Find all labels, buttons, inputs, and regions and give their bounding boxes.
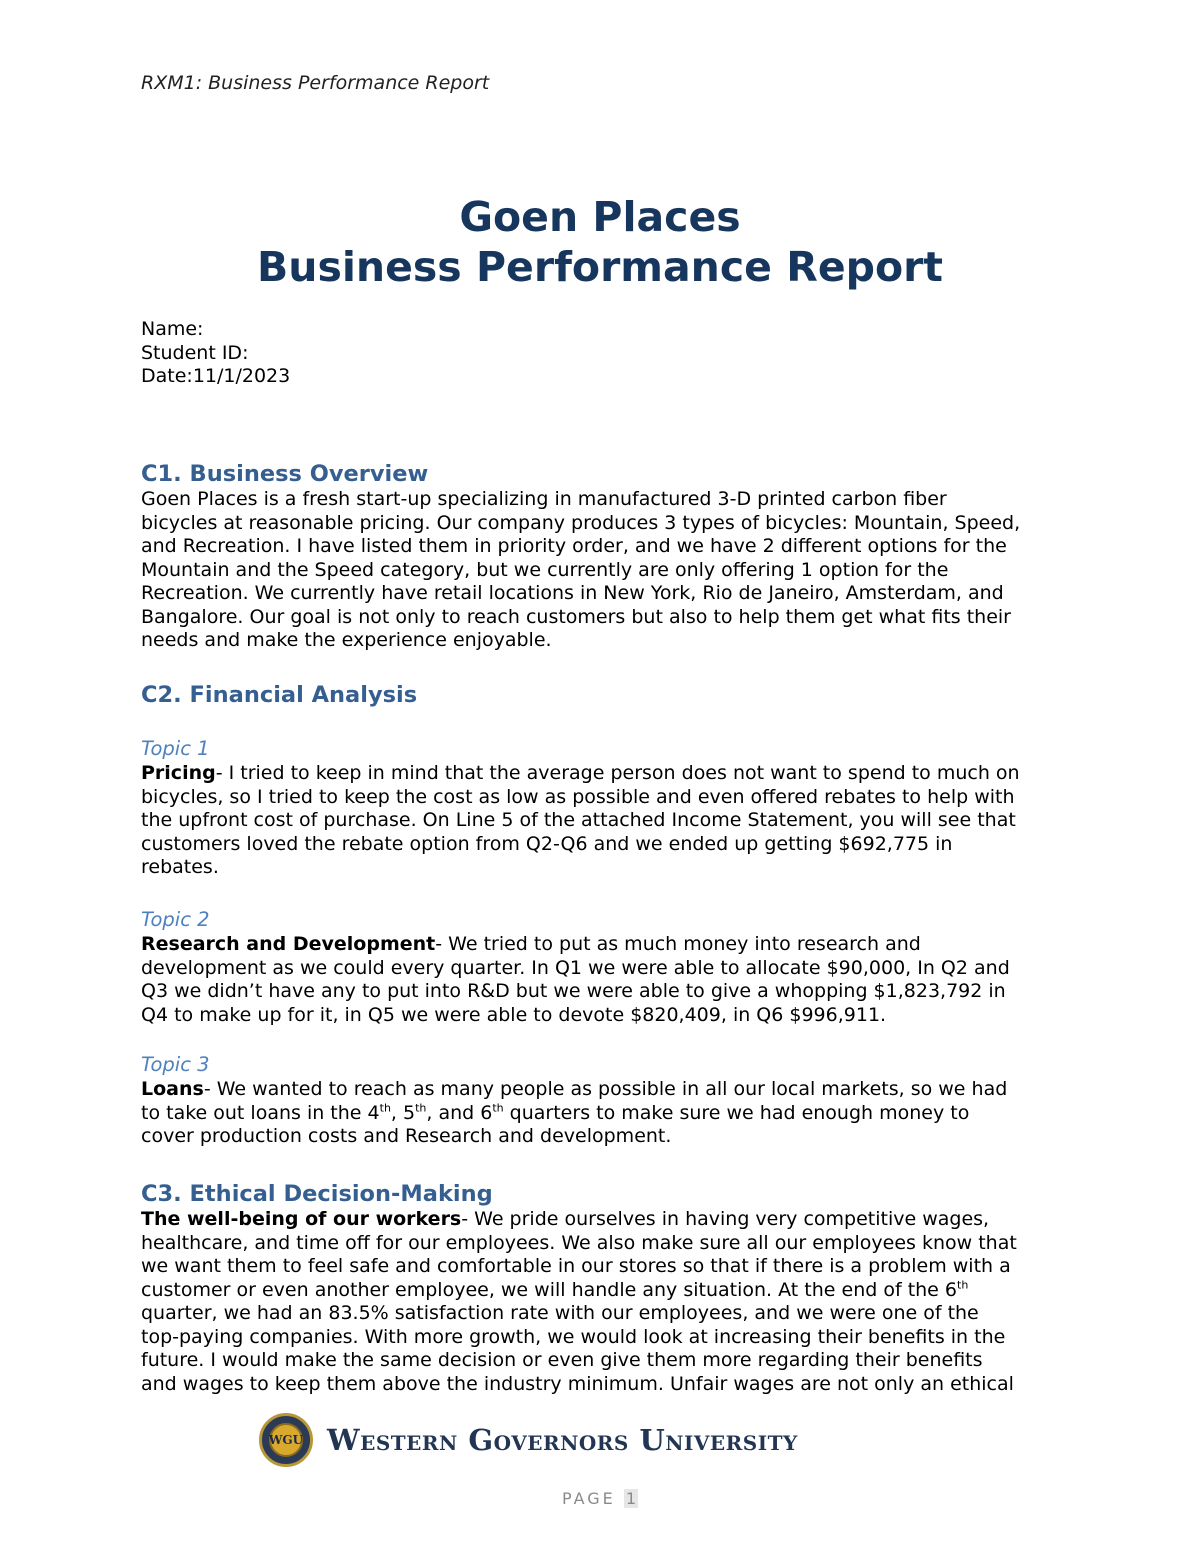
topic-1-line: the upfront cost of purchase. On Line 5 of the attached Income Statement, you will see that xyxy=(141,809,1016,831)
topic-2-lead: Research and Development xyxy=(141,933,436,955)
wgu-logo xyxy=(259,1410,909,1470)
c3-line: we want them to feel safe and comfortable in our stores so that if there is a problem with a xyxy=(141,1255,1011,1277)
heading-c2: C2. Financial Analysis xyxy=(141,682,418,708)
c1-line: Mountain and the Speed category, but we currently are only offering 1 option for the xyxy=(141,558,949,581)
c3-line: healthcare, and time off for our employees. We also make sure all our employees know that xyxy=(141,1231,1017,1254)
name-field: Name: xyxy=(141,318,204,340)
seal-monogram: WGU xyxy=(269,1423,303,1457)
topic-3-label: Topic 3 xyxy=(141,1053,210,1076)
topic-1-label: Topic 1 xyxy=(141,737,210,760)
running-header: RXM1: Business Performance Report xyxy=(141,72,490,94)
c1-line: needs and make the experience enjoyable. xyxy=(141,629,552,651)
topic-3-text: , and 6 xyxy=(426,1101,493,1124)
topic-3-text: , 5 xyxy=(390,1101,416,1124)
student-id-field: Student ID: xyxy=(141,341,249,364)
topic-2-first-line: - We tried to put as much money into research and xyxy=(435,933,921,955)
c1-line: and Recreation. I have listed them in priority order, and we have 2 different options for the xyxy=(141,535,1007,557)
heading-c1: C1. Business Overview xyxy=(141,461,429,487)
page-number-value: 1 xyxy=(625,1489,637,1508)
c1-line: bicycles at reasonable pricing. Our company produces 3 types of bicycles: Mountain, Speed, xyxy=(141,511,1021,534)
c1-line: Recreation. We currently have retail locations in New York, Rio de Janeiro, Amsterdam, and xyxy=(141,582,1004,604)
ordinal-suffix: th xyxy=(957,1278,969,1292)
c3-paragraph xyxy=(141,1208,1076,1396)
topic-2-line: Q4 to make up for it, in Q5 we were able to devote $820,409, in Q6 $996,911. xyxy=(141,1003,887,1026)
c3-line: and wages to keep them above the industry minimum. Unfair wages are not only an ethical xyxy=(141,1372,1014,1395)
topic-3-line: cover production costs and Research and development. xyxy=(141,1125,672,1147)
ordinal-suffix: th xyxy=(379,1101,391,1115)
topic-2-label: Topic 2 xyxy=(141,908,210,931)
c3-first-line: - We pride ourselves in having very competitive wages, xyxy=(461,1208,990,1230)
topic-2-line: development as we could every quarter. In Q1 we were able to allocate $90,000, In Q2 and xyxy=(141,956,1010,979)
topic-1-line: bicycles, so I tried to keep the cost as low as possible and even offered rebates to help with xyxy=(141,785,1015,808)
topic-1-lead: Pricing xyxy=(141,762,216,784)
c1-paragraph xyxy=(141,488,1076,653)
c3-line: quarter, we had an 83.5% satisfaction rate with our employees, and we were one of the xyxy=(141,1302,979,1324)
title-report: Business Performance Report xyxy=(257,243,943,291)
topic-1-line: customers loved the rebate option from Q2-Q6 and we ended up getting $692,775 in xyxy=(141,832,953,855)
c3-lead: The well-being of our workers xyxy=(141,1208,462,1230)
page-label: PAGE xyxy=(561,1489,616,1508)
topic-3-first-line: - We wanted to reach as many people as possible in all our local markets, so we had xyxy=(203,1078,1008,1100)
topic-3-paragraph xyxy=(141,1078,1076,1149)
topic-2-paragraph xyxy=(141,933,1076,1027)
topic-3-text: to take out loans in the 4 xyxy=(141,1101,380,1124)
c3-line: customer or even another employee, we will handle any situation. At the end of the 6 xyxy=(141,1278,957,1301)
title-company: Goen Places xyxy=(459,193,741,241)
c3-line: top-paying companies. With more growth, we would look at increasing their benefits in the xyxy=(141,1325,1006,1348)
student-info xyxy=(141,318,1071,389)
topic-1-line: rebates. xyxy=(141,856,219,878)
topic-1-first-line: - I tried to keep in mind that the average person does not want to spend to much on xyxy=(215,762,1020,784)
date-field: Date:11/1/2023 xyxy=(141,365,291,387)
c1-line: Bangalore. Our goal is not only to reach customers but also to help them get what fits their xyxy=(141,605,1011,628)
university-seal-icon xyxy=(259,1413,313,1467)
ordinal-suffix: th xyxy=(415,1101,427,1115)
c3-line: future. I would make the same decision or even give them more regarding their benefits xyxy=(141,1349,983,1371)
topic-1-paragraph xyxy=(141,762,1076,880)
university-wordmark: Western Governors University xyxy=(327,1423,798,1457)
topic-3-lead: Loans xyxy=(141,1078,204,1100)
topic-3-text: quarters to make sure we had enough money to xyxy=(503,1101,970,1124)
heading-c3: C3. Ethical Decision-Making xyxy=(141,1181,493,1207)
topic-2-line: Q3 we didn’t have any to put into R&D but we were able to give a whopping $1,823,792 in xyxy=(141,980,1006,1002)
ordinal-suffix: th xyxy=(492,1101,504,1115)
page-number xyxy=(0,1489,1200,1508)
c1-line: Goen Places is a fresh start-up specializing in manufactured 3-D printed carbon fiber xyxy=(141,488,947,510)
